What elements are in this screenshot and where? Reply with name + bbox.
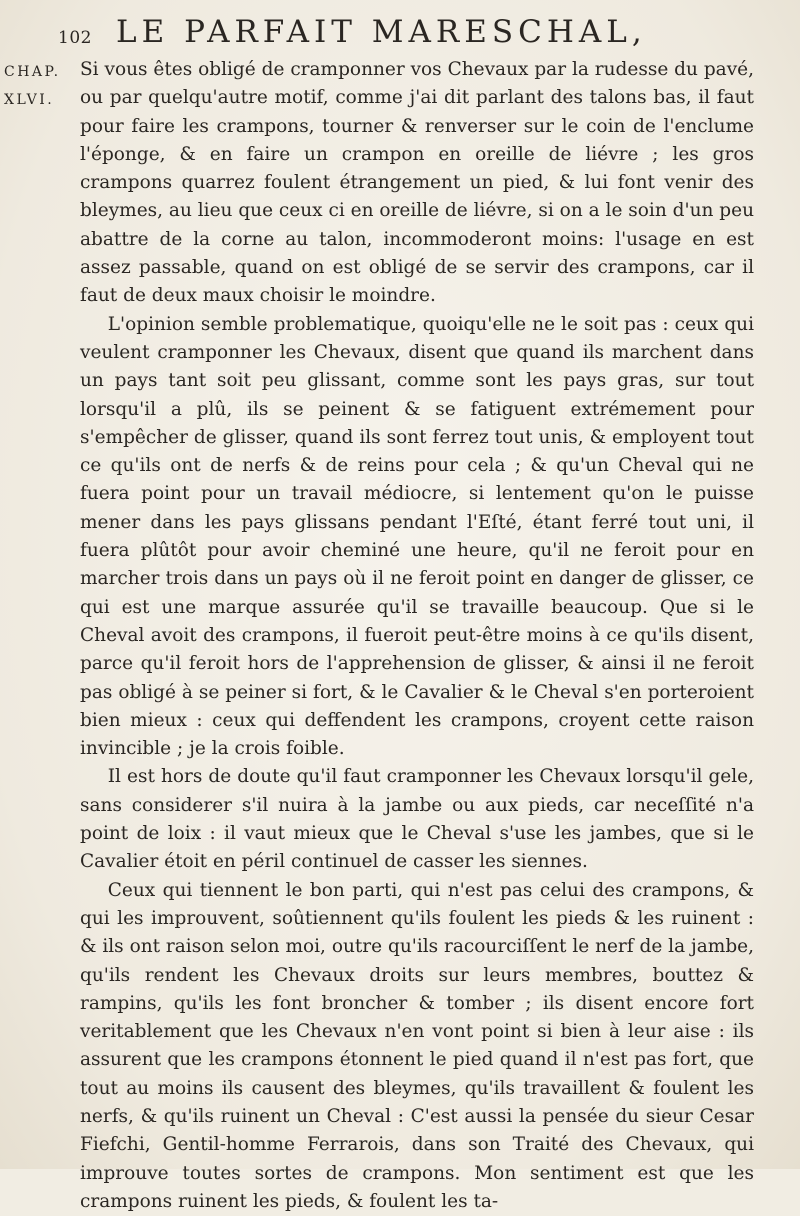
running-title: LE PARFAIT MARESCHAL, [116,14,647,50]
page-header [58,14,748,54]
paragraph: Si vous êtes obligé de cramponner vos Chevaux par la rudesse du pavé, ou par quelqu'autre motif, comme j'ai dit parlant des talons bas, il faut pour faire les crampons, tourner & renverser sur le coin de l'enclume l'éponge, & en faire un crampon en oreille de liévre ; les gros crampons quarrez foulent étrangement un pied, & lui font venir des bleymes, au lieu que ceux ci en oreille de liévre, si on a le soin d'un peu abattre de la corne au talon, incommoderont moins: l'usage en est assez passable, quand on est obligé de se servir des crampons, car il faut de deux maux choisir le moindre. [80,59,754,307]
body-text [80,56,754,1216]
page-number: 102 [58,28,92,48]
paragraph: L'opinion semble problematique, quoiqu'elle ne le soit pas : ceux qui veulent cramponner les Chevaux, disent que quand ils marchent dans un pays tant soit peu glissant, comme sont les pays gras, sur tout lorsqu'il a plû, ils se peinent & se fatiguent extrémement pour s'empêcher de glisser, quand ils sont ferrez tout unis, & employent tout ce qu'ils ont de nerfs & de reins pour cela ; & qu'un Cheval qui ne fuera point pour un travail médiocre, si lentement qu'on le puisse mener dans les pays glissans pendant l'Eſté, étant ferré tout uni, il fuera plûtôt pour avoir cheminé une heure, qu'il ne feroit pour en marcher trois dans un pays où il ne feroit point en danger de glisser, ce qui est une marque assurée qu'il se travaille beaucoup. Que si le Cheval avoit des crampons, il fueroit peut-être moins à ce qu'ils disent, parce qu'il feroit hors de l'apprehension de glisser, & ainsi il ne feroit pas obligé à se peiner si fort, & le Cavalier & le Cheval s'en porteroient bien mieux : ceux qui deffendent les crampons, croyent cette raison invincible ; je la crois foible. [80,313,754,760]
paragraph: Ceux qui tiennent le bon parti, qui n'est pas celui des crampons, & qui les improuvent, soûtiennent qu'ils foulent les pieds & les ruinent : & ils ont raison selon moi, outre qu'ils racourciſſent le nerf de la jambe, qu'ils rendent les Chevaux droits sur leurs membres, bouttez & rampins, qu'ils les font broncher & tomber ; ils disent encore fort veritablement que les Chevaux n'en vont point si bien à leur aise : ils assurent que les crampons étonnent le pied quand il n'est pas fort, que tout au moins ils causent des bleymes, qu'ils travaillent & foulent les nerfs, & qu'ils ruinent un Cheval : C'est aussi la pensée du sieur Cesar Fiefchi, Gentil-homme Ferrarois, dans son Traité des Chevaux, qui improuve toutes sortes de crampons. Mon sentiment est que les crampons ruinent les pieds, & foulent les ta- [80,879,754,1212]
chapter-margin-note [4,58,64,114]
paragraph: Il est hors de doute qu'il faut cramponner les Chevaux lorsqu'il gele, sans considerer s'il nuira à la jambe ou aux pieds, car neceſſité n'a point de loix : il vaut mieux que le Cheval s'use les jambes, que si le Cavalier étoit en péril continuel de casser les siennes. [80,766,754,873]
chapter-label: CHAP. [4,64,61,80]
chapter-number: XLVI. [4,92,55,108]
